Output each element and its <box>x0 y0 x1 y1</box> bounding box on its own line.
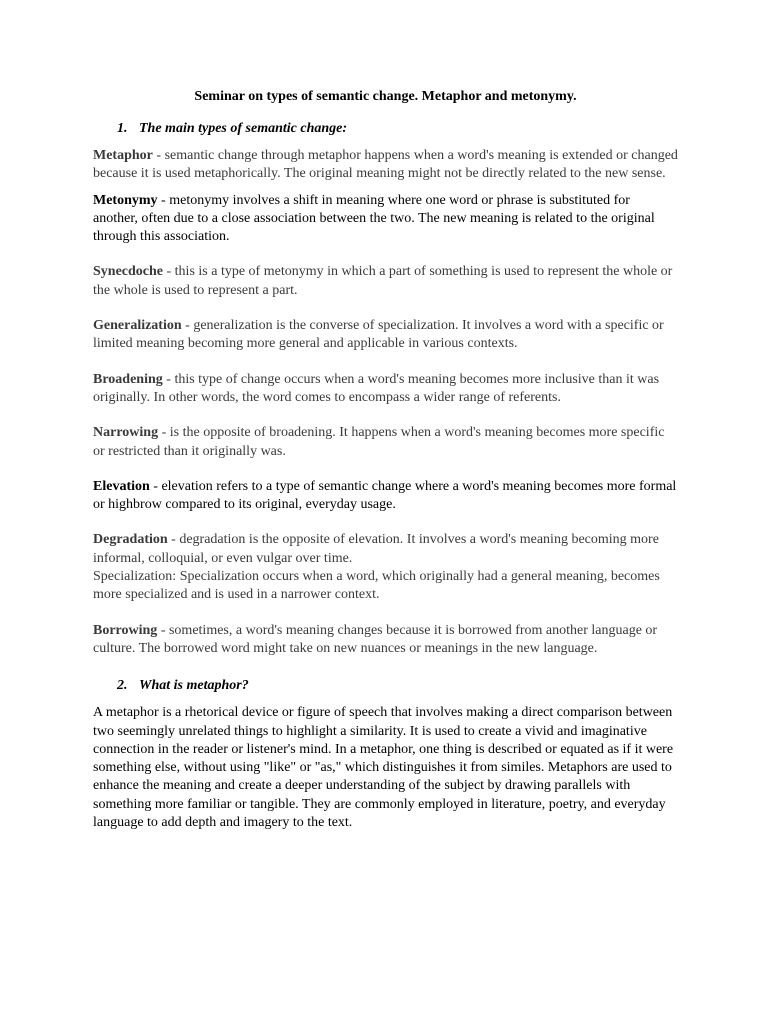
document-title: Seminar on types of semantic change. Metaphor and metonymy. <box>194 89 577 104</box>
entry-term: Metaphor <box>93 148 153 163</box>
entry-separator: - <box>149 478 162 494</box>
entry-term: Synecdoche <box>93 264 163 280</box>
entry-metaphor <box>93 147 678 184</box>
document-page <box>93 88 678 832</box>
entry-text: degradation is the opposite of elevation. It involves a word's meaning becoming more informal, colloquial, or even vulgar over time. <box>93 532 659 566</box>
entry-separator: - <box>163 264 175 280</box>
entry-term: Borrowing <box>93 622 158 638</box>
entry-term: Generalization <box>93 318 182 334</box>
metaphor-definition-paragraph: A metaphor is a rhetorical device or figure of speech that involves making a direct comparison between two seemingly unrelated things to highlight a similarity. It is used to create a vivid and imaginative connection in the reader or listener's mind. In a metaphor, one thing is described or equated as if it were something else, without using "like" or "as," which distinguishes it from similes. Metaphors are used to enhance the meaning and create a deeper understanding of the subject by drawing parallels with something more familiar or tangible. They are commonly employed in literature, poetry, and everyday language to add depth and imagery to the text. <box>93 705 674 831</box>
entry-term: Broadening <box>93 371 163 387</box>
entry-elevation <box>93 478 678 515</box>
entry-separator: - <box>157 192 170 208</box>
entry-broadening <box>93 371 678 408</box>
entry-text: is the opposite of broadening. It happens when a word's meaning becomes more specific or restricted than it originally was. <box>93 425 665 459</box>
section-2-number: 2. <box>117 678 128 694</box>
entry-term: Degradation <box>93 532 168 548</box>
section-2-heading-text: What is metaphor? <box>139 678 249 694</box>
entry-text: this type of change occurs when a word's meaning becomes more inclusive than it was originally. In other words, the word comes to encompass a wider range of referents. <box>93 371 660 405</box>
entry-synecdoche <box>93 263 678 300</box>
entry-separator: - <box>152 148 165 163</box>
entry-generalization <box>93 317 678 354</box>
entry-term: Metonymy <box>93 192 158 208</box>
entry-text: semantic change through metaphor happens when a word's meaning is extended or changed because it is used metaphorically. The original meaning might not be directly related to the new sense. <box>93 148 678 182</box>
entry-narrowing <box>93 424 678 461</box>
section-2-heading <box>93 677 678 694</box>
entry-separator: - <box>162 371 175 387</box>
section-1-heading-text: The main types of semantic change: <box>139 121 348 136</box>
entry-borrowing <box>93 622 678 659</box>
section-1-number: 1. <box>117 121 128 136</box>
entry-text: metonymy involves a shift in meaning where one word or phrase is substituted for another, often due to a close association between the two. The new meaning is related to the original through this association. <box>93 192 655 245</box>
entry-text: elevation refers to a type of semantic change where a word's meaning becomes more formal or highbrow compared to its original, everyday usage. <box>93 478 677 513</box>
entry-separator: - <box>157 622 169 638</box>
entry-metonymy <box>93 192 678 247</box>
entry-degradation <box>93 531 678 568</box>
entry-separator: - <box>167 532 180 548</box>
entry-separator: - <box>181 318 194 334</box>
entry-term: Elevation <box>93 478 150 494</box>
entry-text: this is a type of metonymy in which a part of something is used to represent the whole or the whole is used to represent a part. <box>93 264 673 298</box>
section-1-heading <box>93 120 678 137</box>
entry-separator: - <box>158 425 170 441</box>
entry-term: Narrowing <box>93 425 159 441</box>
entry-specialization: Specialization: Specialization occurs when a word, which originally had a general meaning, becomes more specialized and is used in a narrower context. <box>93 569 660 603</box>
entry-text: sometimes, a word's meaning changes because it is borrowed from another language or culture. The borrowed word might take on new nuances or meanings in the new language. <box>93 622 658 656</box>
entry-text: generalization is the converse of specialization. It involves a word with a specific or limited meaning becoming more general and applicable in various contexts. <box>93 318 664 352</box>
